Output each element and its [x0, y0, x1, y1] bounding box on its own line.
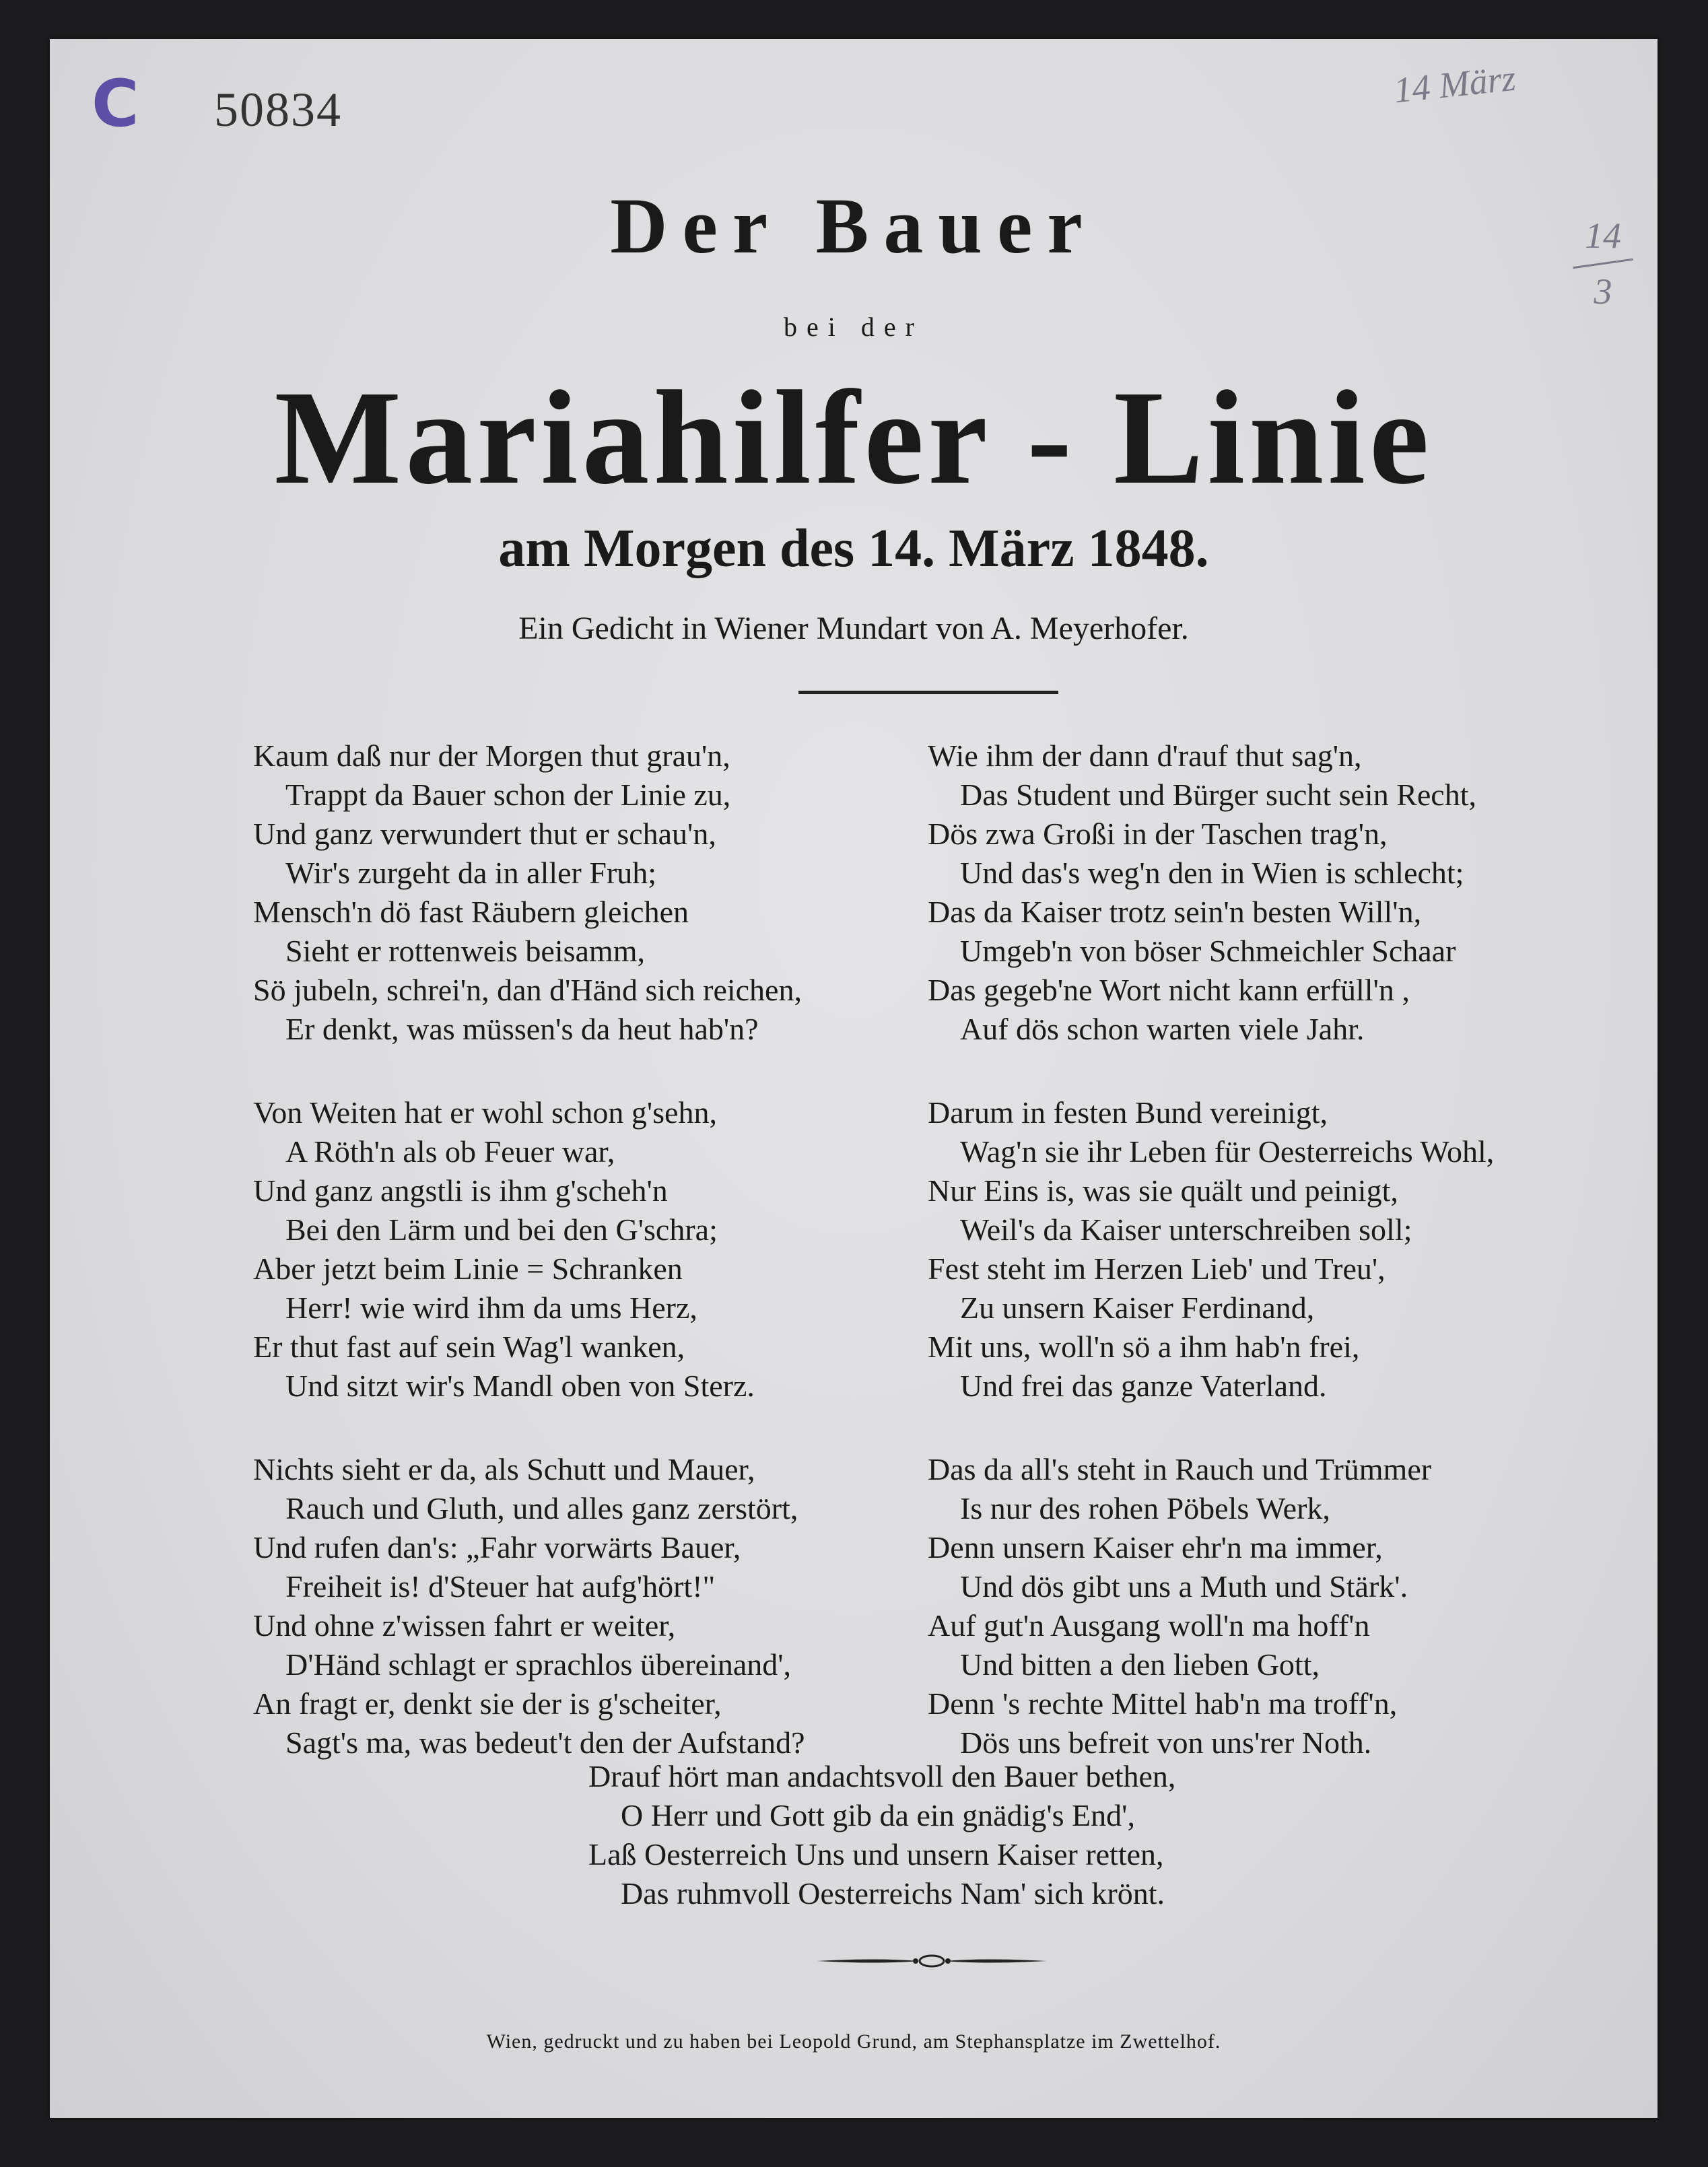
- verse-line: Darum in festen Bund vereinigt,: [928, 1095, 1328, 1130]
- verse-line: Denn unsern Kaiser ehr'n ma immer,: [928, 1530, 1383, 1564]
- verse-line: O Herr und Gott gib da ein gnädig's End',: [621, 1798, 1135, 1832]
- verse-line: Aber jetzt beim Linie = Schranken: [253, 1251, 683, 1286]
- final-stanza: [588, 1757, 1175, 1913]
- verse-line: Und ganz angstli is ihm g'scheh'n: [253, 1173, 668, 1208]
- stanza: [253, 736, 805, 1049]
- verse-line: A Röth'n als ob Feuer war,: [285, 1134, 615, 1169]
- title-line-1: Der Bauer: [610, 182, 1097, 270]
- poem-right-column: [928, 736, 1494, 1807]
- verse-line: Sieht er rottenweis beisamm,: [285, 934, 645, 968]
- title-connector: bei der: [784, 312, 924, 342]
- stanza: [928, 736, 1494, 1049]
- verse-line: Bei den Lärm und bei den G'schra;: [285, 1212, 718, 1247]
- library-stamp: C: [92, 66, 139, 141]
- verse-line: Dös uns befreit von uns'rer Noth.: [960, 1725, 1372, 1760]
- verse-line: Sö jubeln, schrei'n, dan d'Händ sich reichen,: [253, 973, 802, 1007]
- verse-line: Mit uns, woll'n sö a ihm hab'n frei,: [928, 1330, 1360, 1364]
- verse-line: Er thut fast auf sein Wag'l wanken,: [253, 1330, 685, 1364]
- verse-line: Und ohne z'wissen fahrt er weiter,: [253, 1608, 676, 1643]
- verse-line: Und ganz verwundert thut er schau'n,: [253, 817, 716, 851]
- stanza: [928, 1450, 1494, 1762]
- verse-line: Denn 's rechte Mittel hab'n ma troff'n,: [928, 1686, 1398, 1721]
- verse-line: Dös zwa Großi in der Taschen trag'n,: [928, 817, 1388, 851]
- accession-number: 50834: [214, 83, 342, 137]
- verse-line: Mensch'n dö fast Räubern gleichen: [253, 895, 689, 929]
- verse-line: Herr! wie wird ihm da ums Herz,: [285, 1291, 697, 1325]
- verse-line: Von Weiten hat er wohl schon g'sehn,: [253, 1095, 717, 1130]
- verse-line: Freiheit is! d'Steuer hat aufg'hört!": [285, 1569, 716, 1604]
- verse-line: Rauch und Gluth, und alles ganz zerstört,: [285, 1491, 798, 1525]
- verse-line: Das Student und Bürger sucht sein Recht,: [960, 778, 1476, 812]
- verse-line: An fragt er, denkt sie der is g'scheiter,: [253, 1686, 722, 1721]
- verse-line: Und dös gibt uns a Muth und Stärk'.: [960, 1569, 1408, 1604]
- verse-line: Auf gut'n Ausgang woll'n ma hoff'n: [928, 1608, 1370, 1643]
- verse-line: Das da Kaiser trotz sein'n besten Will'n,: [928, 895, 1422, 929]
- verse-line: Auf dös schon warten viele Jahr.: [960, 1012, 1365, 1046]
- verse-line: Zu unsern Kaiser Ferdinand,: [960, 1291, 1315, 1325]
- byline: Ein Gedicht in Wiener Mundart von A. Meyerhofer.: [518, 611, 1189, 646]
- verse-line: Sagt's ma, was bedeut't den der Aufstand?: [285, 1725, 805, 1760]
- verse-line: Wir's zurgeht da in aller Fruh;: [285, 856, 657, 890]
- verse-line: Is nur des rohen Pöbels Werk,: [960, 1491, 1330, 1525]
- verse-line: Das gegeb'ne Wort nicht kann erfüll'n ,: [928, 973, 1410, 1007]
- verse-line: Umgeb'n von böser Schmeichler Schaar: [960, 934, 1456, 968]
- verse-line: Trappt da Bauer schon der Linie zu,: [285, 778, 731, 812]
- broadside-sheet: [50, 39, 1658, 2118]
- decorative-ornament-icon: [817, 1951, 1046, 1971]
- pencil-side-top: 14: [1585, 215, 1621, 256]
- verse-line: Und bitten a den lieben Gott,: [960, 1647, 1320, 1682]
- verse-line: Weil's da Kaiser unterschreiben soll;: [960, 1212, 1412, 1247]
- printer-imprint: Wien, gedruckt und zu haben bei Leopold Grund, am Stephansplatze im Zwettelhof.: [486, 2030, 1221, 2053]
- verse-line: Drauf hört man andachtsvoll den Bauer bethen,: [588, 1759, 1176, 1793]
- title-line-2: Mariahilfer - Linie: [274, 364, 1433, 512]
- verse-line: Das da all's steht in Rauch und Trümmer: [928, 1452, 1432, 1486]
- verse-line: D'Händ schlagt er sprachlos übereinand',: [285, 1647, 792, 1682]
- verse-line: Laß Oesterreich Uns und unsern Kaiser retten,: [588, 1837, 1164, 1871]
- stanza: [928, 1093, 1494, 1406]
- verse-line: Nur Eins is, was sie quält und peinigt,: [928, 1173, 1398, 1208]
- verse-line: Und frei das ganze Vaterland.: [960, 1369, 1327, 1403]
- verse-line: Wag'n sie ihr Leben für Oesterreichs Wohl,: [960, 1134, 1495, 1169]
- stanza: [253, 1450, 805, 1762]
- verse-line: Und rufen dan's: „Fahr vorwärts Bauer,: [253, 1530, 741, 1564]
- verse-line: Fest steht im Herzen Lieb' und Treu',: [928, 1251, 1386, 1286]
- poem-left-column: [253, 736, 805, 1807]
- title-divider: [798, 691, 1058, 694]
- dateline: am Morgen des 14. März 1848.: [498, 519, 1209, 578]
- verse-line: Nichts sieht er da, als Schutt und Mauer,: [253, 1452, 755, 1486]
- verse-line: Das ruhmvoll Oesterreichs Nam' sich krönt.: [621, 1876, 1165, 1911]
- verse-line: Kaum daß nur der Morgen thut grau'n,: [253, 738, 730, 773]
- verse-line: Wie ihm der dann d'rauf thut sag'n,: [928, 738, 1362, 773]
- verse-line: Er denkt, was müssen's da heut hab'n?: [285, 1012, 759, 1046]
- stanza: [253, 1093, 805, 1406]
- verse-line: Und das's weg'n den in Wien is schlecht;: [960, 856, 1464, 890]
- pencil-side-bottom: 3: [1594, 271, 1612, 312]
- verse-line: Und sitzt wir's Mandl oben von Sterz.: [285, 1369, 755, 1403]
- pencil-note-top: 14 März: [1392, 57, 1518, 111]
